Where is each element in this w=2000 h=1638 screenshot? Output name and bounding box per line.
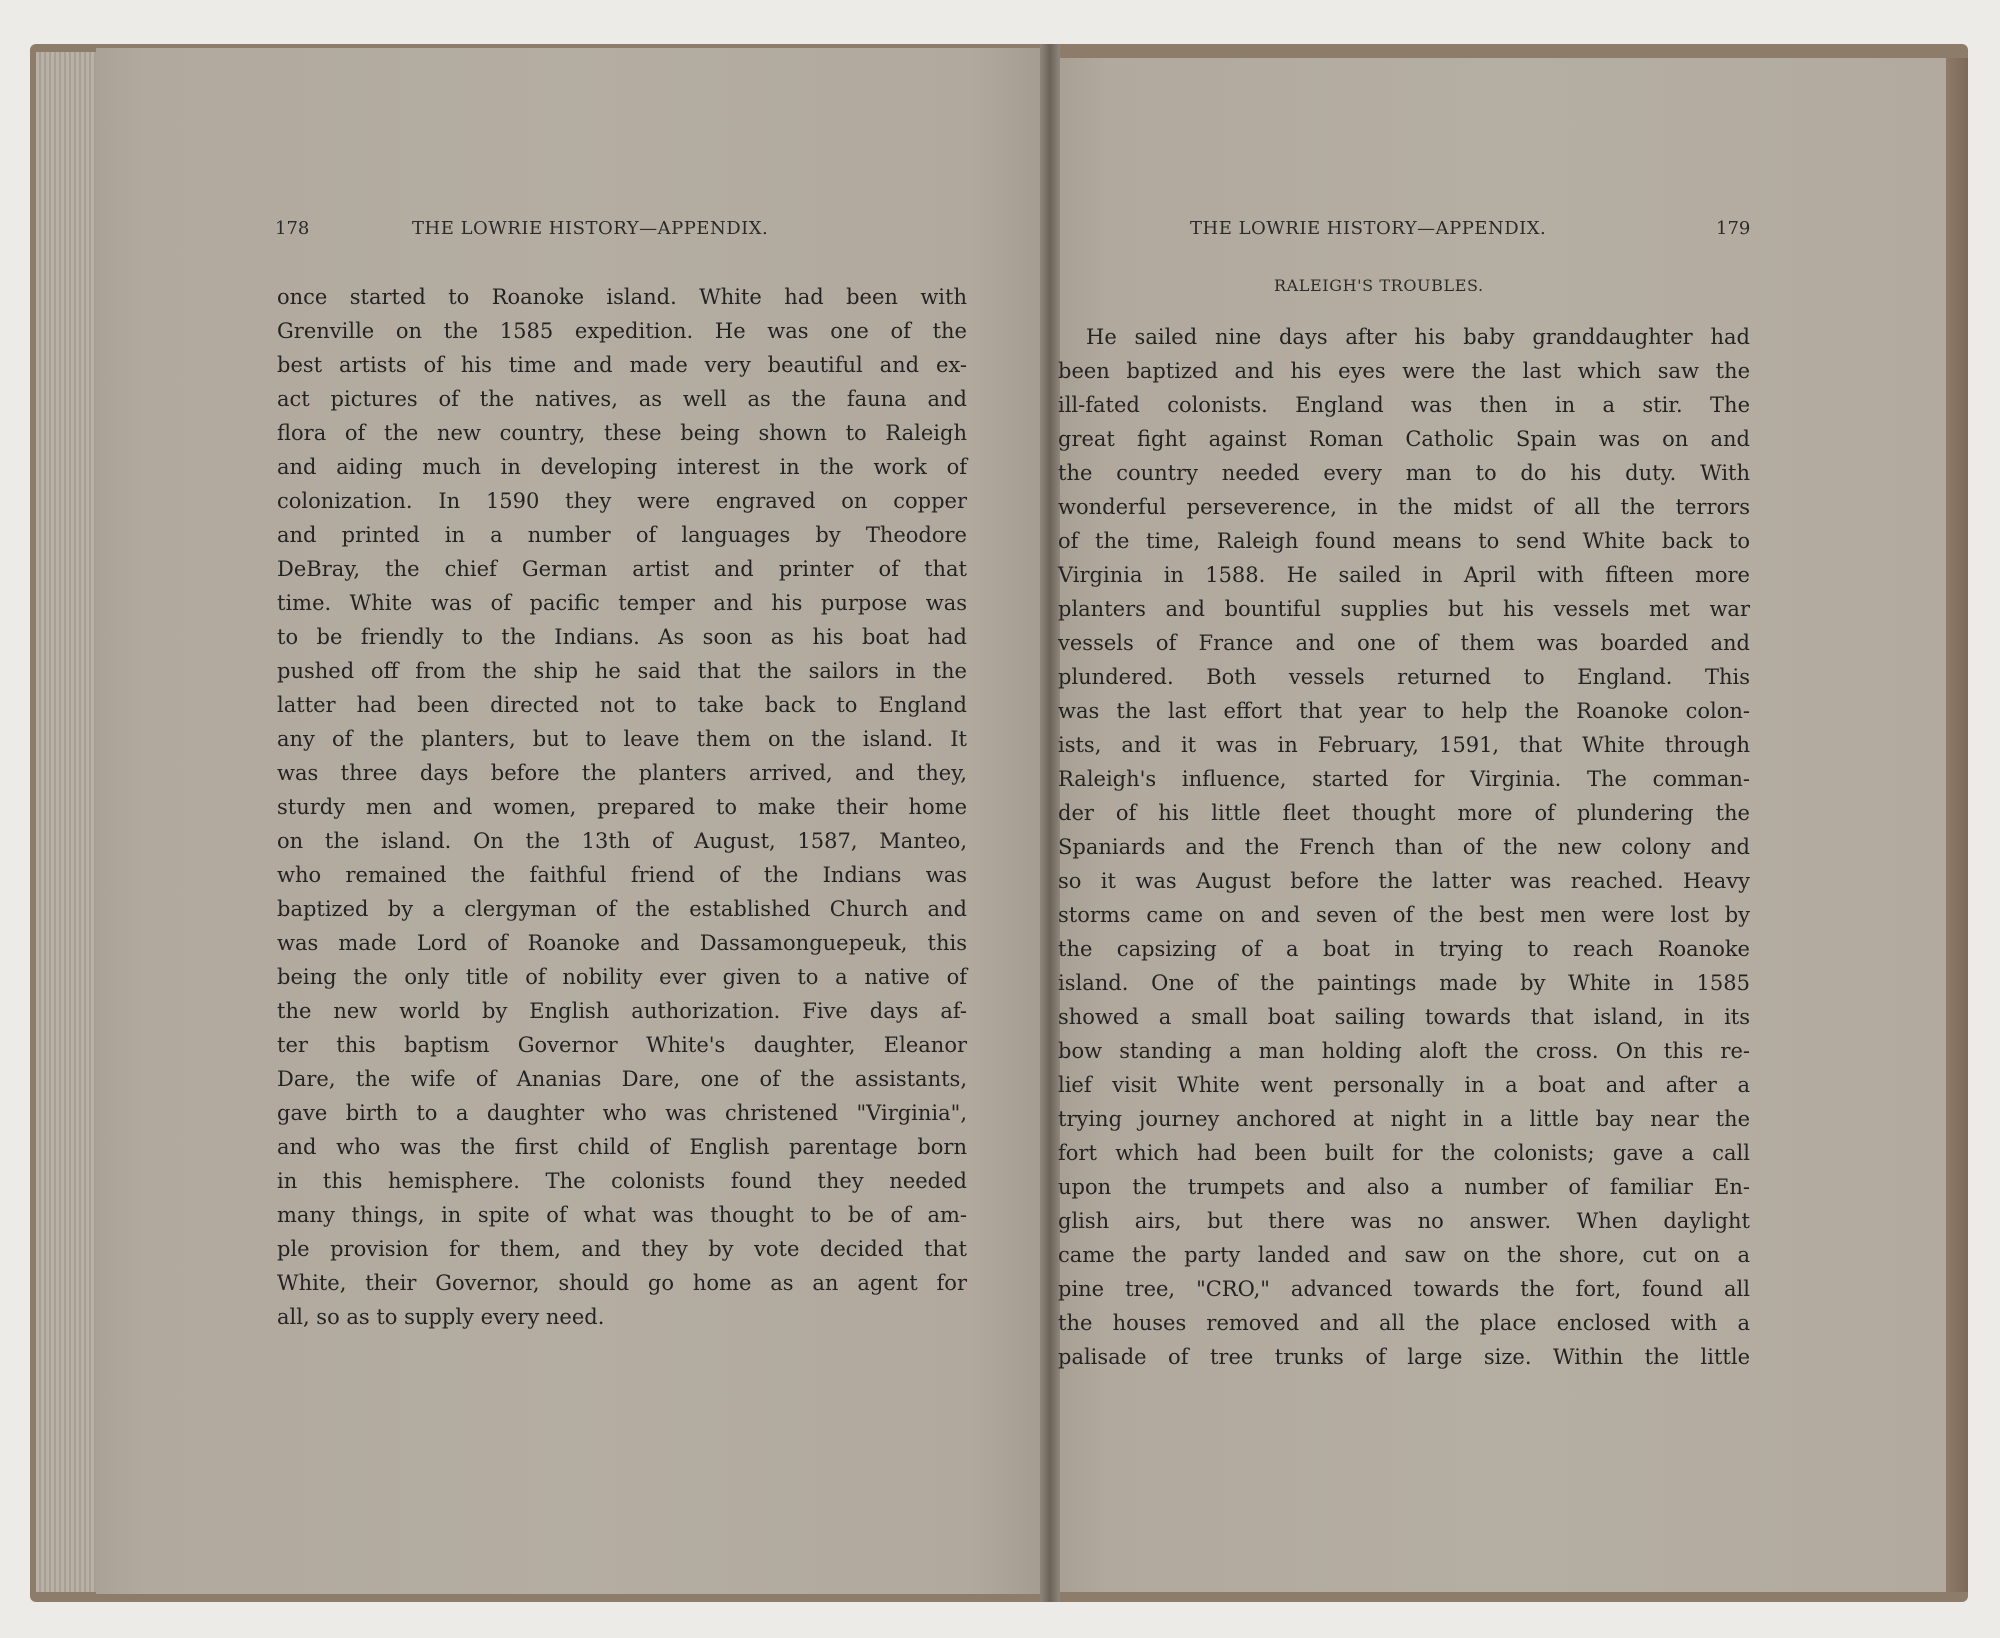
text-line: time. White was of pacific temper and his purpose was [277, 591, 967, 615]
text-line: plundered. Both vessels returned to England. This [1058, 665, 1750, 689]
text-line: and printed in a number of languages by Theodore [277, 523, 967, 547]
text-line: ter this baptism Governor White's daughter, Eleanor [277, 1033, 967, 1057]
text-line: ple provision for them, and they by vote decided that [277, 1237, 967, 1261]
text-line: to be friendly to the Indians. As soon as his boat had [277, 625, 967, 649]
text-line: the houses removed and all the place enclosed with a [1058, 1311, 1750, 1335]
text-line: was made Lord of Roanoke and Dassamonguepeuk, this [277, 931, 967, 955]
right-running-head: THE LOWRIE HISTORY—APPENDIX. [1190, 218, 1547, 239]
text-line: so it was August before the latter was reached. Heavy [1058, 869, 1750, 893]
text-line: Dare, the wife of Ananias Dare, one of the assistants, [277, 1067, 967, 1091]
text-line: colonization. In 1590 they were engraved on copper [277, 489, 967, 513]
text-line: planters and bountiful supplies but his vessels met war [1058, 597, 1750, 621]
text-line: flora of the new country, these being shown to Raleigh [277, 421, 967, 445]
text-line: the capsizing of a boat in trying to reach Roanoke [1058, 937, 1750, 961]
right-page-number: 179 [1716, 218, 1751, 239]
text-line: any of the planters, but to leave them on the island. It [277, 727, 967, 751]
text-line: ill-fated colonists. England was then in a stir. The [1058, 393, 1750, 417]
text-line: the new world by English authorization. Five days af- [277, 999, 967, 1023]
text-line: gave birth to a daughter who was christened "Virginia", [277, 1101, 967, 1125]
text-line: Spaniards and the French than of the new colony and [1058, 835, 1750, 859]
text-line: the country needed every man to do his duty. With [1058, 461, 1750, 485]
text-line: was three days before the planters arrived, and they, [277, 761, 967, 785]
text-line: was the last effort that year to help the Roanoke colon- [1058, 699, 1750, 723]
text-line: DeBray, the chief German artist and printer of that [277, 557, 967, 581]
text-line: who remained the faithful friend of the Indians was [277, 863, 967, 887]
text-line: lief visit White went personally in a boat and after a [1058, 1073, 1750, 1097]
text-line: upon the trumpets and also a number of familiar En- [1058, 1175, 1750, 1199]
text-line: being the only title of nobility ever given to a native of [277, 965, 967, 989]
text-line: bow standing a man holding aloft the cross. On this re- [1058, 1039, 1750, 1063]
text-line: came the party landed and saw on the shore, cut on a [1058, 1243, 1750, 1267]
text-line: pine tree, "CRO," advanced towards the fort, found all [1058, 1277, 1750, 1301]
text-line: pushed off from the ship he said that the sailors in the [277, 659, 967, 683]
text-line: in this hemisphere. The colonists found they needed [277, 1169, 967, 1193]
text-line: Virginia in 1588. He sailed in April with fifteen more [1058, 563, 1750, 587]
left-page-text [277, 280, 967, 1334]
text-line: showed a small boat sailing towards that island, in its [1058, 1005, 1750, 1029]
text-line: trying journey anchored at night in a little bay near the [1058, 1107, 1750, 1131]
section-title: RALEIGH'S TROUBLES. [1274, 276, 1484, 295]
text-line: latter had been directed not to take back to England [277, 693, 967, 717]
text-line: vessels of France and one of them was boarded and [1058, 631, 1750, 655]
text-line: palisade of tree trunks of large size. Within the little [1058, 1345, 1750, 1369]
left-running-head: THE LOWRIE HISTORY—APPENDIX. [412, 218, 769, 239]
right-page-text [1058, 320, 1750, 1374]
text-line: all, so as to supply every need. [277, 1305, 605, 1329]
text-line: many things, in spite of what was thought to be of am- [277, 1203, 967, 1227]
text-line: glish airs, but there was no answer. When daylight [1058, 1209, 1750, 1233]
text-line: and who was the first child of English parentage born [277, 1135, 967, 1159]
text-line: been baptized and his eyes were the last which saw the [1058, 359, 1750, 383]
book-gutter [1040, 44, 1060, 1602]
text-line: der of his little fleet thought more of plundering the [1058, 801, 1750, 825]
text-line: and aiding much in developing interest in the work of [277, 455, 967, 479]
text-line: sturdy men and women, prepared to make their home [277, 795, 967, 819]
text-line: baptized by a clergyman of the established Church and [277, 897, 967, 921]
text-line: best artists of his time and made very beautiful and ex- [277, 353, 967, 377]
text-line: wonderful perseverence, in the midst of all the terrors [1058, 495, 1750, 519]
text-line: great fight against Roman Catholic Spain was on and [1058, 427, 1750, 451]
text-line: storms came on and seven of the best men were lost by [1058, 903, 1750, 927]
text-line: island. One of the paintings made by White in 1585 [1058, 971, 1750, 995]
text-line: fort which had been built for the colonists; gave a call [1058, 1141, 1750, 1165]
right-cover-edge [1946, 58, 1968, 1592]
text-line: Grenville on the 1585 expedition. He was one of the [277, 319, 967, 343]
text-line: once started to Roanoke island. White had been with [277, 285, 967, 309]
left-page-number: 178 [275, 218, 310, 239]
text-line: on the island. On the 13th of August, 1587, Manteo, [277, 829, 967, 853]
text-line: ists, and it was in February, 1591, that White through [1058, 733, 1750, 757]
text-line: He sailed nine days after his baby granddaughter had [1086, 325, 1750, 349]
text-line: Raleigh's influence, started for Virginia. The comman- [1058, 767, 1750, 791]
text-line: act pictures of the natives, as well as the fauna and [277, 387, 967, 411]
text-line: White, their Governor, should go home as an agent for [277, 1271, 967, 1295]
text-line: of the time, Raleigh found means to send White back to [1058, 529, 1750, 553]
